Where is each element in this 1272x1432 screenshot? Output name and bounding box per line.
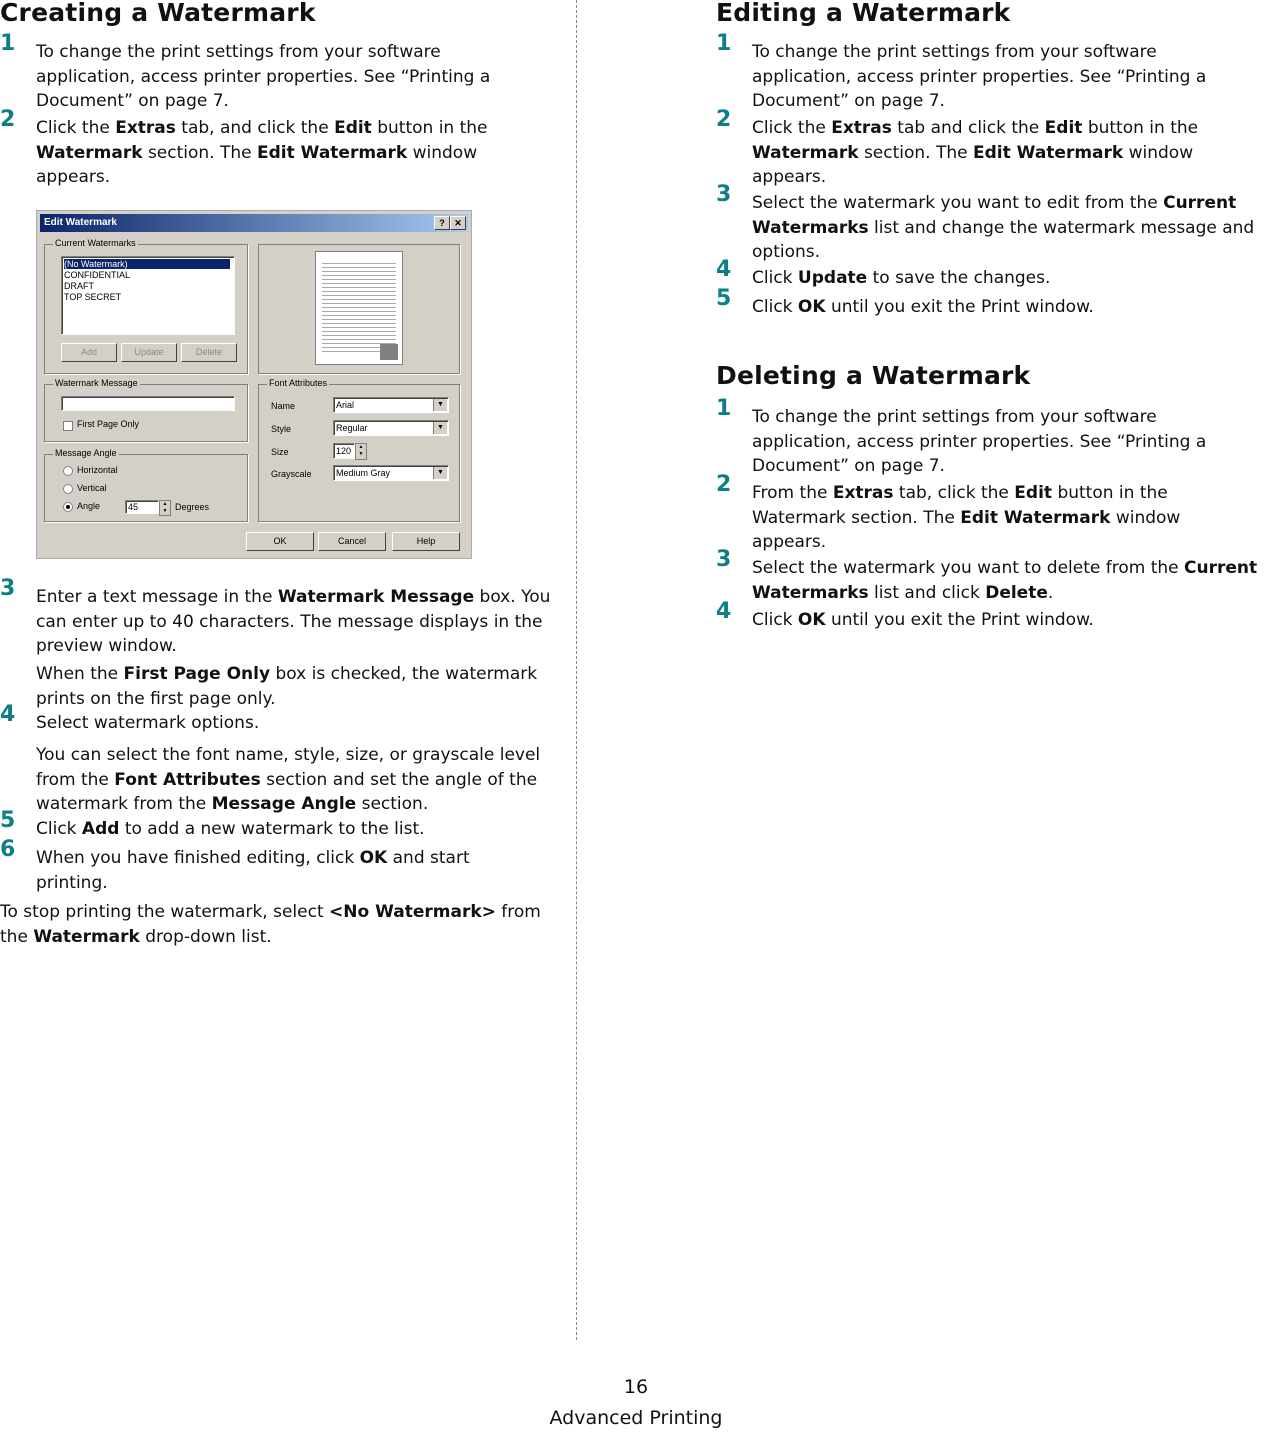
close-icon[interactable]: ✕ [450,216,466,230]
create-step-1 [0,31,526,114]
step-number: 1 [716,31,732,56]
help-icon[interactable]: ? [434,216,450,230]
closing-note: To stop printing the watermark, select <No Watermark> from the Watermark drop-down list. [0,902,541,947]
watermark-message-input[interactable] [61,396,235,411]
edit-step-2: 2 Click the Extras tab and click the Edit button in the Watermark section. The Edit Watermark window appears. [716,107,1199,187]
chevron-down-icon: ▼ [433,399,447,411]
page-number: 16 [623,1376,649,1398]
first-page-only-label: First Page Only [77,419,140,429]
step-number: 3 [716,547,732,572]
step-text: To change the print settings from your software application, access printer properties. See “Printing a Document” on page 7. [36,42,491,111]
column-divider [576,0,577,1340]
add-button[interactable]: Add [61,343,117,362]
edit-watermark-dialog-screenshot [36,210,472,559]
create-note-4: You can select the font name, style, size, or grayscale level from the Font Attributes section and set the angle of the watermark from the Message Angle section. [36,745,541,814]
cancel-button[interactable]: Cancel [318,532,386,551]
name-select[interactable]: Arial ▼ [333,397,449,413]
step-number: 1 [0,31,16,56]
create-step-3: 3 Enter a text message in the Watermark Message box. You can enter up to 40 characters. The message displays in the preview window. [0,576,551,656]
step-number: 4 [716,599,732,624]
font-attributes-group: Font Attributes Name Arial ▼ Style Regular ▼ Size 120 ▲ ▼ Grayscale Medium Gray ▼ [258,384,460,522]
style-select[interactable]: Regular ▼ [333,420,449,436]
current-watermarks-group: Current Watermarks (No Watermark) CONFIDENTIAL DRAFT TOP SECRET Add Update Delete [44,244,248,374]
delete-button[interactable]: Delete [181,343,237,362]
section-title-creating: Creating a Watermark [0,0,316,27]
step-number: 3 [716,182,732,207]
section-title-editing: Editing a Watermark [716,0,1011,27]
delete-step-3: 3 Select the watermark you want to delete from the Current Watermarks list and click Delete. [716,547,1258,603]
grayscale-select[interactable]: Medium Gray ▼ [333,465,449,481]
list-item[interactable]: TOP SECRET [64,292,122,302]
step-number: 5 [0,808,16,833]
angle-input[interactable]: 45 [125,500,159,514]
create-step-4: 4 Select watermark options. [0,702,260,733]
edit-step-3: 3 Select the watermark you want to edit from the Current Watermarks list and change the watermark message and options. [716,182,1255,262]
chevron-down-icon: ▼ [433,467,447,479]
list-item[interactable]: DRAFT [64,281,94,291]
watermark-list[interactable] [61,256,235,335]
page-preview [315,251,403,365]
edit-step-4: 4 Click Update to save the changes. [716,257,1051,288]
size-spinner-icon[interactable]: ▲ ▼ [355,443,367,460]
chevron-down-icon: ▼ [433,422,447,434]
preview-lines [322,260,396,352]
angle-spinner-icon[interactable]: ▲ ▼ [159,500,171,516]
list-item[interactable]: CONFIDENTIAL [64,270,131,280]
list-item-selected[interactable]: (No Watermark) [64,259,230,269]
update-button[interactable]: Update [121,343,177,362]
create-step-5: 5 Click Add to add a new watermark to the list. [0,808,425,839]
first-page-only-checkbox[interactable] [63,421,73,431]
edit-step-1: 1 To change the print settings from your software application, access printer properties. See “Printing a Document” on page 7. [716,31,1207,111]
vertical-radio[interactable] [63,484,73,494]
step-number: 3 [0,576,16,601]
step-number: 1 [716,396,732,421]
angle-radio[interactable] [63,502,73,512]
edit-step-5: 5 Click OK until you exit the Print window. [716,286,1094,317]
step-number: 2 [0,107,16,132]
preview-group [258,244,460,374]
message-angle-group: Message Angle Horizontal Vertical Angle 45 ▲ ▼ Degrees [44,454,248,522]
delete-step-4: 4 Click OK until you exit the Print window. [716,599,1094,630]
step-number: 4 [0,702,16,727]
create-step-6: 6 When you have finished editing, click OK and start printing. [0,837,470,893]
footer-section-title: Advanced Printing [549,1407,723,1429]
ok-button[interactable]: OK [246,532,314,551]
step-number: 2 [716,107,732,132]
watermark-message-group: Watermark Message First Page Only [44,384,248,442]
dialog-title-bar [40,214,468,232]
delete-step-2: 2 From the Extras tab, click the Edit button in the Watermark section. The Edit Watermark window appears. [716,472,1181,552]
create-note-3: When the First Page Only box is checked, the watermark prints on the first page only. [36,664,538,709]
preview-mark [380,344,398,360]
step-number: 4 [716,257,732,282]
step-number: 5 [716,286,732,311]
horizontal-radio[interactable] [63,466,73,476]
delete-step-1: 1 To change the print settings from your software application, access printer properties. See “Printing a Document” on page 7. [716,396,1207,476]
step-number: 2 [716,472,732,497]
step-number: 6 [0,837,16,862]
section-title-deleting: Deleting a Watermark [716,361,1031,390]
help-button[interactable]: Help [392,532,460,551]
size-input[interactable]: 120 [333,443,355,459]
create-step-2: 2 Click the Extras tab, and click the Edit button in the Watermark section. The Edit Watermark window appears. [0,107,488,187]
dialog-title: Edit Watermark [44,217,117,228]
